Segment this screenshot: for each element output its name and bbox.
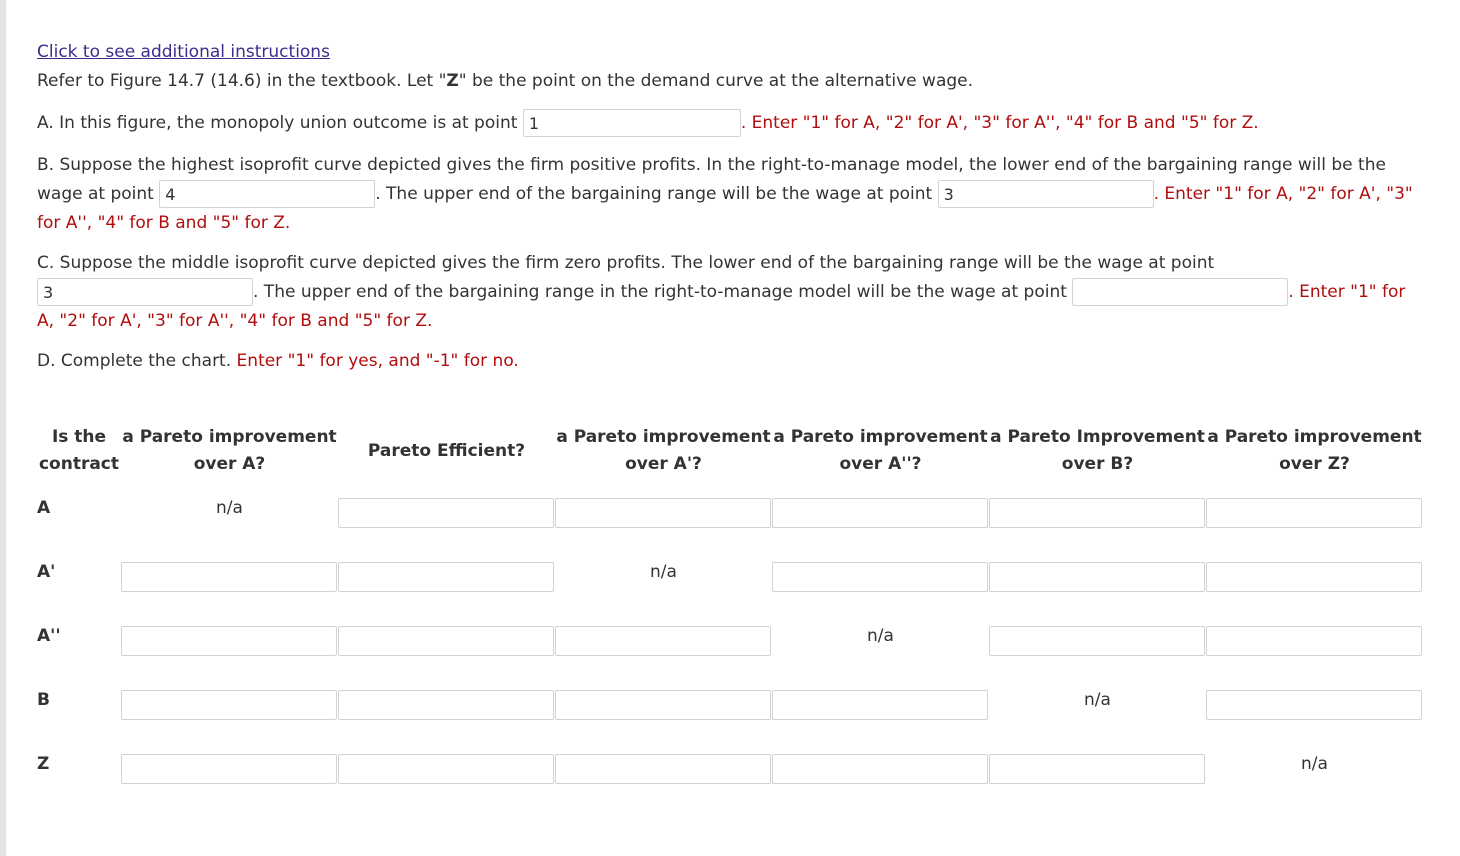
part-b xyxy=(37,151,1427,238)
row-label: B xyxy=(37,690,50,710)
part-c-lower-input[interactable] xyxy=(37,278,253,306)
na-cell: n/a xyxy=(867,626,894,646)
answer-input-over-a[interactable] xyxy=(121,562,337,592)
answer-input-over-z[interactable] xyxy=(1206,690,1422,720)
part-a-answer-input[interactable] xyxy=(523,109,741,137)
pareto-chart-table xyxy=(37,420,1423,812)
na-cell: n/a xyxy=(1301,754,1328,774)
answer-cell xyxy=(989,620,1206,684)
part-b-upper-input[interactable] xyxy=(938,180,1154,208)
part-d xyxy=(37,347,1427,376)
part-d-text: D. Complete the chart. xyxy=(37,351,232,371)
answer-cell xyxy=(772,492,989,556)
answer-cell xyxy=(772,684,989,748)
answer-input-over-a-prime[interactable] xyxy=(555,754,771,784)
column-header-over-b: a Pareto Improvement over B? xyxy=(990,427,1205,474)
question-body xyxy=(37,38,1427,376)
additional-instructions-link[interactable]: Click to see additional instructions xyxy=(37,42,330,62)
column-header-over-a-double-prime: a Pareto improvement over A''? xyxy=(773,427,988,474)
answer-cell xyxy=(338,492,555,556)
answer-cell xyxy=(989,492,1206,556)
na-cell: n/a xyxy=(650,562,677,582)
answer-input-over-z[interactable] xyxy=(1206,498,1422,528)
answer-input-over-a-double-prime[interactable] xyxy=(772,754,988,784)
answer-input-over-z[interactable] xyxy=(1206,562,1422,592)
part-b-hint: . Enter "1" for A, "2" for A', "3" for A'', "4" for B and "5" for Z. xyxy=(37,184,1413,233)
table-row xyxy=(37,684,1423,748)
part-c-text-2: . The upper end of the bargaining range in the right-to-manage model will be the wage at point xyxy=(253,282,1067,302)
answer-cell xyxy=(772,748,989,812)
answer-cell xyxy=(338,748,555,812)
part-c-upper-input[interactable] xyxy=(1072,278,1288,306)
table-row xyxy=(37,492,1423,556)
left-border xyxy=(0,0,6,856)
answer-cell xyxy=(121,620,338,684)
part-c-hint: . Enter "1" for A, "2" for A', "3" for A'', "4" for B and "5" for Z. xyxy=(37,282,1406,331)
answer-input-over-a-prime[interactable] xyxy=(555,498,771,528)
row-label: A' xyxy=(37,562,56,582)
answer-input-over-a-double-prime[interactable] xyxy=(772,562,988,592)
answer-cell xyxy=(555,620,772,684)
part-d-hint: Enter "1" for yes, and "-1" for no. xyxy=(236,351,519,371)
answer-input-pareto-efficient[interactable] xyxy=(338,562,554,592)
answer-cell xyxy=(989,556,1206,620)
part-a-text: A. In this figure, the monopoly union outcome is at point xyxy=(37,113,518,133)
answer-cell xyxy=(1206,620,1423,684)
answer-cell xyxy=(772,556,989,620)
part-a-hint: . Enter "1" for A, "2" for A', "3" for A'', "4" for B and "5" for Z. xyxy=(740,113,1259,133)
answer-cell xyxy=(1206,684,1423,748)
answer-input-pareto-efficient[interactable] xyxy=(338,626,554,656)
table-header-row xyxy=(37,420,1423,492)
answer-cell xyxy=(338,556,555,620)
answer-input-over-a-double-prime[interactable] xyxy=(772,498,988,528)
answer-cell xyxy=(338,684,555,748)
row-label: A xyxy=(37,498,51,518)
part-a xyxy=(37,109,1427,138)
answer-cell xyxy=(121,748,338,812)
answer-input-over-b[interactable] xyxy=(989,754,1205,784)
column-header-contract: Is the contract xyxy=(38,427,120,474)
column-header-over-a-prime: a Pareto improvement over A'? xyxy=(556,427,771,474)
answer-cell xyxy=(121,684,338,748)
answer-input-over-a-prime[interactable] xyxy=(555,626,771,656)
answer-input-pareto-efficient[interactable] xyxy=(338,690,554,720)
answer-cell xyxy=(121,556,338,620)
answer-input-pareto-efficient[interactable] xyxy=(338,754,554,784)
column-header-over-z: a Pareto improvement over Z? xyxy=(1207,427,1422,474)
na-cell: n/a xyxy=(1084,690,1111,710)
answer-input-over-a-prime[interactable] xyxy=(555,690,771,720)
table-row xyxy=(37,620,1423,684)
part-b-lower-input[interactable] xyxy=(159,180,375,208)
intro-text: Refer to Figure 14.7 (14.6) in the textbook. Let "Z" be the point on the demand curve at the alternative wage. xyxy=(37,71,974,91)
part-b-text-2: . The upper end of the bargaining range will be the wage at point xyxy=(375,184,933,204)
answer-cell xyxy=(555,492,772,556)
answer-cell xyxy=(989,748,1206,812)
answer-input-over-z[interactable] xyxy=(1206,626,1422,656)
answer-cell xyxy=(555,748,772,812)
row-label: Z xyxy=(37,754,50,774)
na-cell: n/a xyxy=(216,498,243,518)
table-row xyxy=(37,556,1423,620)
answer-input-over-a[interactable] xyxy=(121,690,337,720)
answer-input-over-a[interactable] xyxy=(121,754,337,784)
column-header-over-a: a Pareto improvement over A? xyxy=(122,427,337,474)
answer-input-pareto-efficient[interactable] xyxy=(338,498,554,528)
answer-input-over-b[interactable] xyxy=(989,562,1205,592)
column-header-pareto-efficient: Pareto Efficient? xyxy=(367,440,526,461)
answer-input-over-a-double-prime[interactable] xyxy=(772,690,988,720)
table-row xyxy=(37,748,1423,812)
answer-cell xyxy=(555,684,772,748)
answer-cell xyxy=(1206,492,1423,556)
answer-cell xyxy=(338,620,555,684)
answer-cell xyxy=(1206,556,1423,620)
answer-input-over-a[interactable] xyxy=(121,626,337,656)
answer-input-over-b[interactable] xyxy=(989,626,1205,656)
answer-input-over-b[interactable] xyxy=(989,498,1205,528)
part-b-text-1: B. Suppose the highest isoprofit curve depicted gives the firm positive profits. In the right-to-manage model, the lower end of the bargaining range will be the wage at point xyxy=(37,155,1386,204)
row-label: A'' xyxy=(37,626,61,646)
part-c xyxy=(37,249,1427,336)
part-c-text-1: C. Suppose the middle isoprofit curve depicted gives the firm zero profits. The lower end of the bargaining range will be the wage at point xyxy=(37,253,1215,273)
